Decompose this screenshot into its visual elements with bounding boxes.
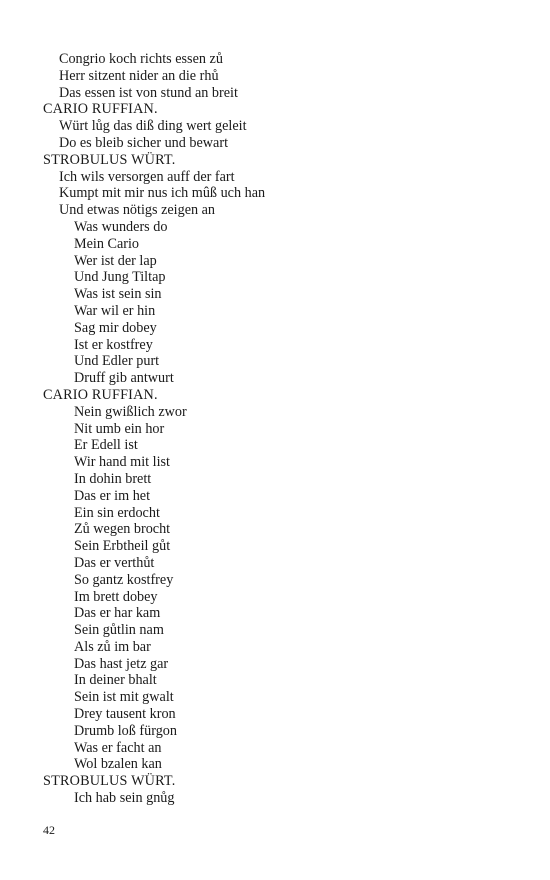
verse-line: Das er verthůt	[74, 554, 155, 571]
verse-line: Wir hand mit list	[74, 454, 170, 471]
page-number: 42	[43, 823, 55, 837]
verse-line: Herr sitzent nider an die rhů	[59, 67, 219, 84]
verse-line: Würt lůg das diß ding wert geleit	[59, 118, 247, 135]
speaker-heading: CARIO RUFFIAN.	[43, 386, 158, 403]
verse-line: Wol bzalen kan	[74, 756, 162, 773]
verse-line: So gantz kostfrey	[74, 571, 174, 588]
speaker-heading: STROBULUS WÜRT.	[43, 151, 176, 168]
verse-line: Ich hab sein gnůg	[74, 790, 175, 807]
verse-line: Do es bleib sicher und bewart	[59, 134, 229, 151]
verse-line: In dohin brett	[74, 470, 152, 487]
verse-line: Drumb loß fürgon	[74, 722, 177, 739]
verse-line: Ich wils versorgen auff der fart	[59, 168, 235, 185]
verse-line: Sag mir dobey	[74, 319, 157, 336]
verse-line: Sein gůtlin nam	[74, 622, 164, 639]
verse-line: Und Edler purt	[74, 353, 160, 370]
speaker-heading: STROBULUS WÜRT.	[43, 773, 176, 790]
verse-line: Zů wegen brocht	[74, 521, 171, 538]
verse-line: Mein Cario	[74, 235, 140, 252]
verse-line: Als zů im bar	[74, 638, 151, 655]
verse-line: Druff gib antwurt	[74, 370, 174, 387]
verse-line: Nein gwißlich zwor	[74, 403, 187, 420]
verse-line: Was wunders do	[74, 218, 168, 235]
verse-line: Das hast jetz gar	[74, 655, 169, 672]
verse-line: Sein ist mit gwalt	[74, 689, 174, 706]
verse-line: Das er im het	[74, 487, 151, 504]
verse-line: Im brett dobey	[74, 588, 158, 605]
verse-line: Congrio koch richts essen zů	[59, 51, 223, 67]
verse-line: Und etwas nötigs zeigen an	[59, 202, 216, 219]
verse-line: Das essen ist von stund an breit	[59, 84, 238, 101]
verse-line: In deiner bhalt	[74, 672, 157, 689]
speaker-heading: CARIO RUFFIAN.	[43, 101, 158, 118]
verse-line: Wer ist der lap	[74, 252, 157, 269]
verse-line: Was er facht an	[74, 739, 162, 756]
verse-line: Nit umb ein hor	[74, 420, 165, 437]
verse-line: Drey tausent kron	[74, 706, 176, 723]
verse-line: Er Edell ist	[74, 437, 138, 454]
verse-line: Ist er kostfrey	[74, 336, 153, 353]
verse-line: Kumpt mit mir nus ich mûß uch han	[59, 185, 266, 202]
verse-line: Und Jung Tiltap	[74, 269, 166, 286]
verse-line: Was ist sein sin	[74, 286, 162, 303]
verse-text-block	[43, 51, 523, 807]
verse-line: Das er har kam	[74, 605, 161, 622]
verse-line: War wil er hin	[74, 302, 156, 319]
verse-line: Sein Erbtheil gůt	[74, 538, 171, 555]
verse-line: Ein sin erdocht	[74, 504, 160, 521]
